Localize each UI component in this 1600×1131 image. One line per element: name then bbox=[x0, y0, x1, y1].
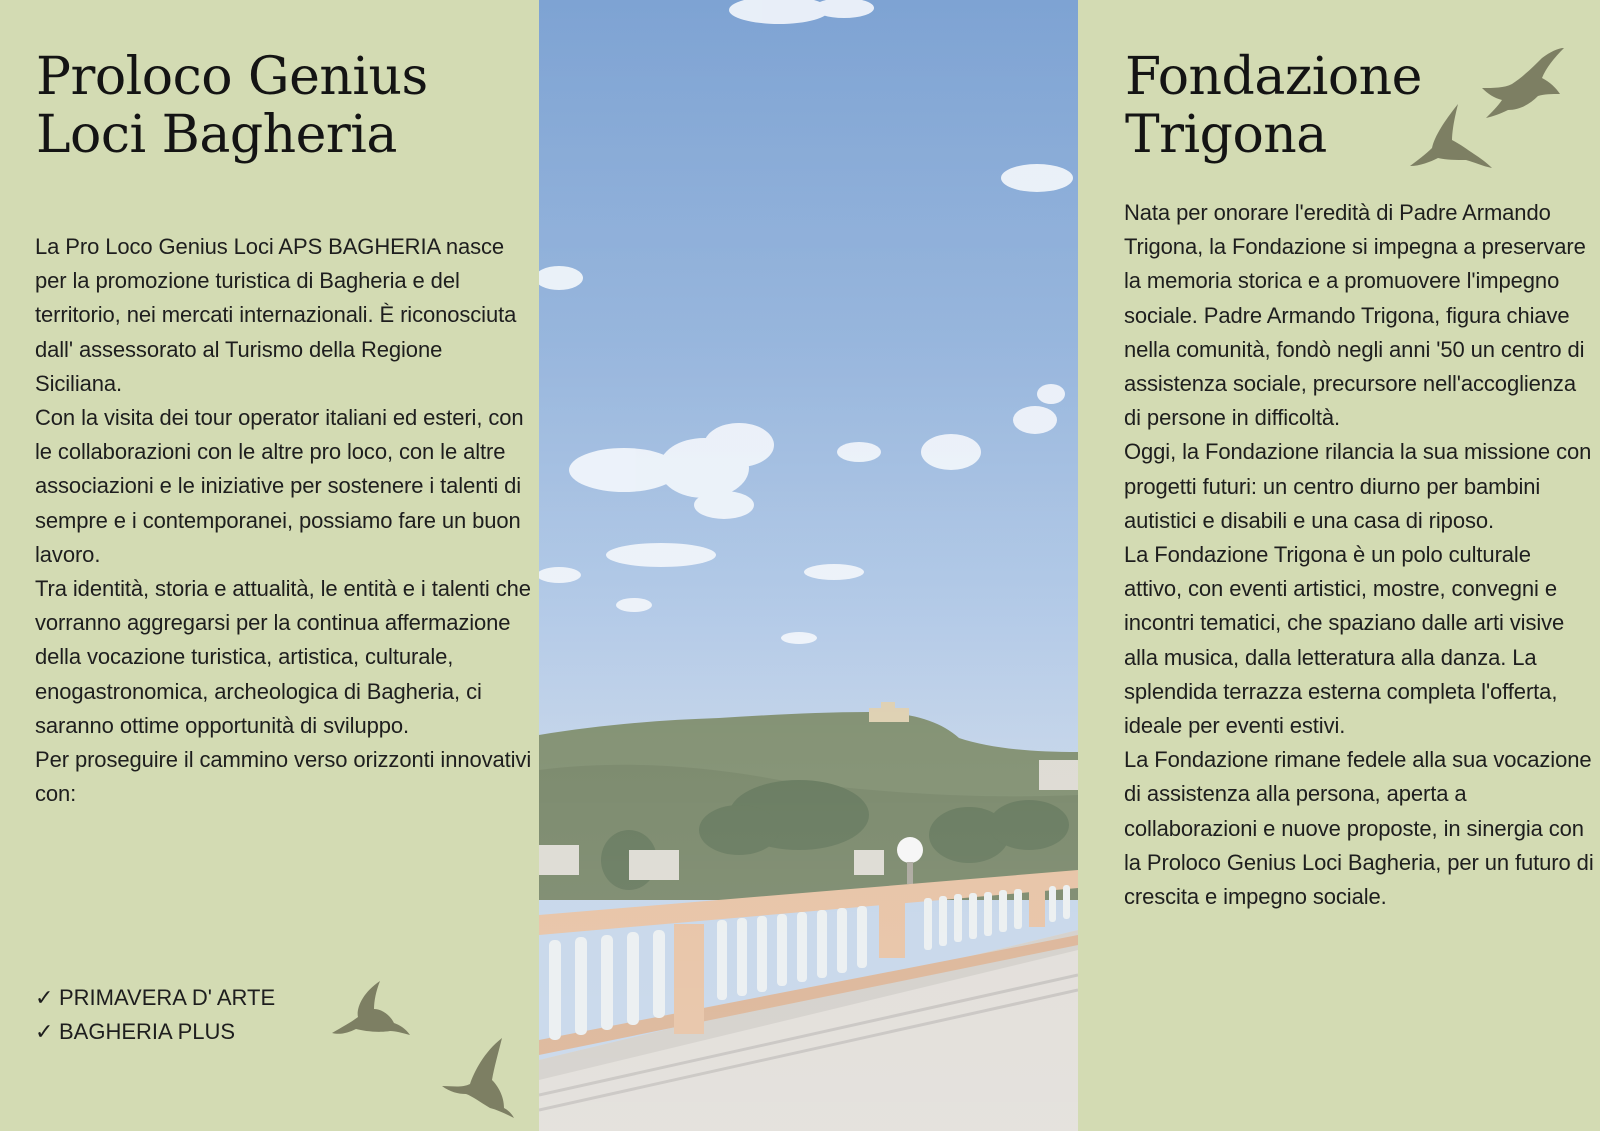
fondazione-paragraph-4: La Fondazione rimane fedele alla sua vocazione di assistenza alla persona, aperta a collaborazioni e nuove proposte, in sinergia con la Proloco Genius Loci Bagheria, per un futuro di crescita e impegno sociale. bbox=[1124, 747, 1594, 910]
proloco-paragraph-1: La Pro Loco Genius Loci APS BAGHERIA nasce per la promozione turistica di Bagheria e del territorio, nei mercati internazionali. È riconosciuta dall' assessorato al Turismo della Regione Siciliana. bbox=[35, 234, 517, 396]
bird-silhouette-icon bbox=[1408, 100, 1494, 172]
initiatives-checklist bbox=[35, 981, 275, 1049]
bird-silhouette-icon bbox=[328, 975, 412, 1045]
checklist-item-label: PRIMAVERA D' ARTE bbox=[59, 985, 276, 1010]
checklist-item-label: BAGHERIA PLUS bbox=[59, 1019, 236, 1044]
fondazione-title-line2: Trigona bbox=[1125, 105, 1327, 165]
proloco-paragraph-4: Per proseguire il cammino verso orizzonti innovativi con: bbox=[35, 747, 532, 807]
landscape-illustration bbox=[539, 0, 1078, 1131]
checkmark-icon: ✓ bbox=[35, 1019, 54, 1044]
fondazione-panel bbox=[1078, 0, 1600, 1131]
fondazione-paragraph-3: La Fondazione Trigona è un polo culturale attivo, con eventi artistici, mostre, convegni e incontri tematici, che spaziano dalle arti visive alla musica, dalla letteratura alla danza. La splendida terrazza esterna completa l'offerta, ideale per eventi estivi. bbox=[1124, 542, 1565, 739]
checklist-item bbox=[35, 981, 275, 1015]
proloco-panel bbox=[0, 0, 539, 1131]
bird-silhouette-icon bbox=[440, 1036, 516, 1118]
proloco-title-line2: Loci Bagheria bbox=[36, 105, 397, 165]
fondazione-paragraph-2: Oggi, la Fondazione rilancia la sua missione con progetti futuri: un centro diurno per bambini autistici e disabili e una casa di riposo. bbox=[1124, 439, 1592, 533]
checklist-item bbox=[35, 1015, 275, 1049]
fondazione-title-line1: Fondazione bbox=[1125, 47, 1422, 107]
terrace-photo bbox=[539, 0, 1078, 1131]
proloco-paragraph-3: Tra identità, storia e attualità, le entità e i talenti che vorranno aggregarsi per la continua affermazione della vocazione turistica, artistica, culturale, enogastronomica, archeologica di Bagheria, ci saranno ottime opportunità di sviluppo. bbox=[35, 576, 531, 738]
proloco-paragraph-2: Con la visita dei tour operator italiani ed esteri, con le collaborazioni con le altre pro loco, con le altre associazioni e le iniziative per sostenere i talenti di sempre e i contemporanei, possiamo fare un buon lavoro. bbox=[35, 405, 524, 567]
proloco-title bbox=[36, 48, 516, 164]
fondazione-description bbox=[1124, 196, 1594, 914]
proloco-title-line1: Proloco Genius bbox=[36, 47, 428, 107]
checkmark-icon: ✓ bbox=[35, 985, 54, 1010]
proloco-description bbox=[35, 230, 535, 811]
fondazione-paragraph-1: Nata per onorare l'eredità di Padre Armando Trigona, la Fondazione si impegna a preservare la memoria storica e a promuovere l'impegno sociale. Padre Armando Trigona, figura chiave nella comunità, fondò negli anni '50 un centro di assistenza sociale, precursore nell'accoglienza di persone in difficoltà. bbox=[1124, 200, 1586, 431]
